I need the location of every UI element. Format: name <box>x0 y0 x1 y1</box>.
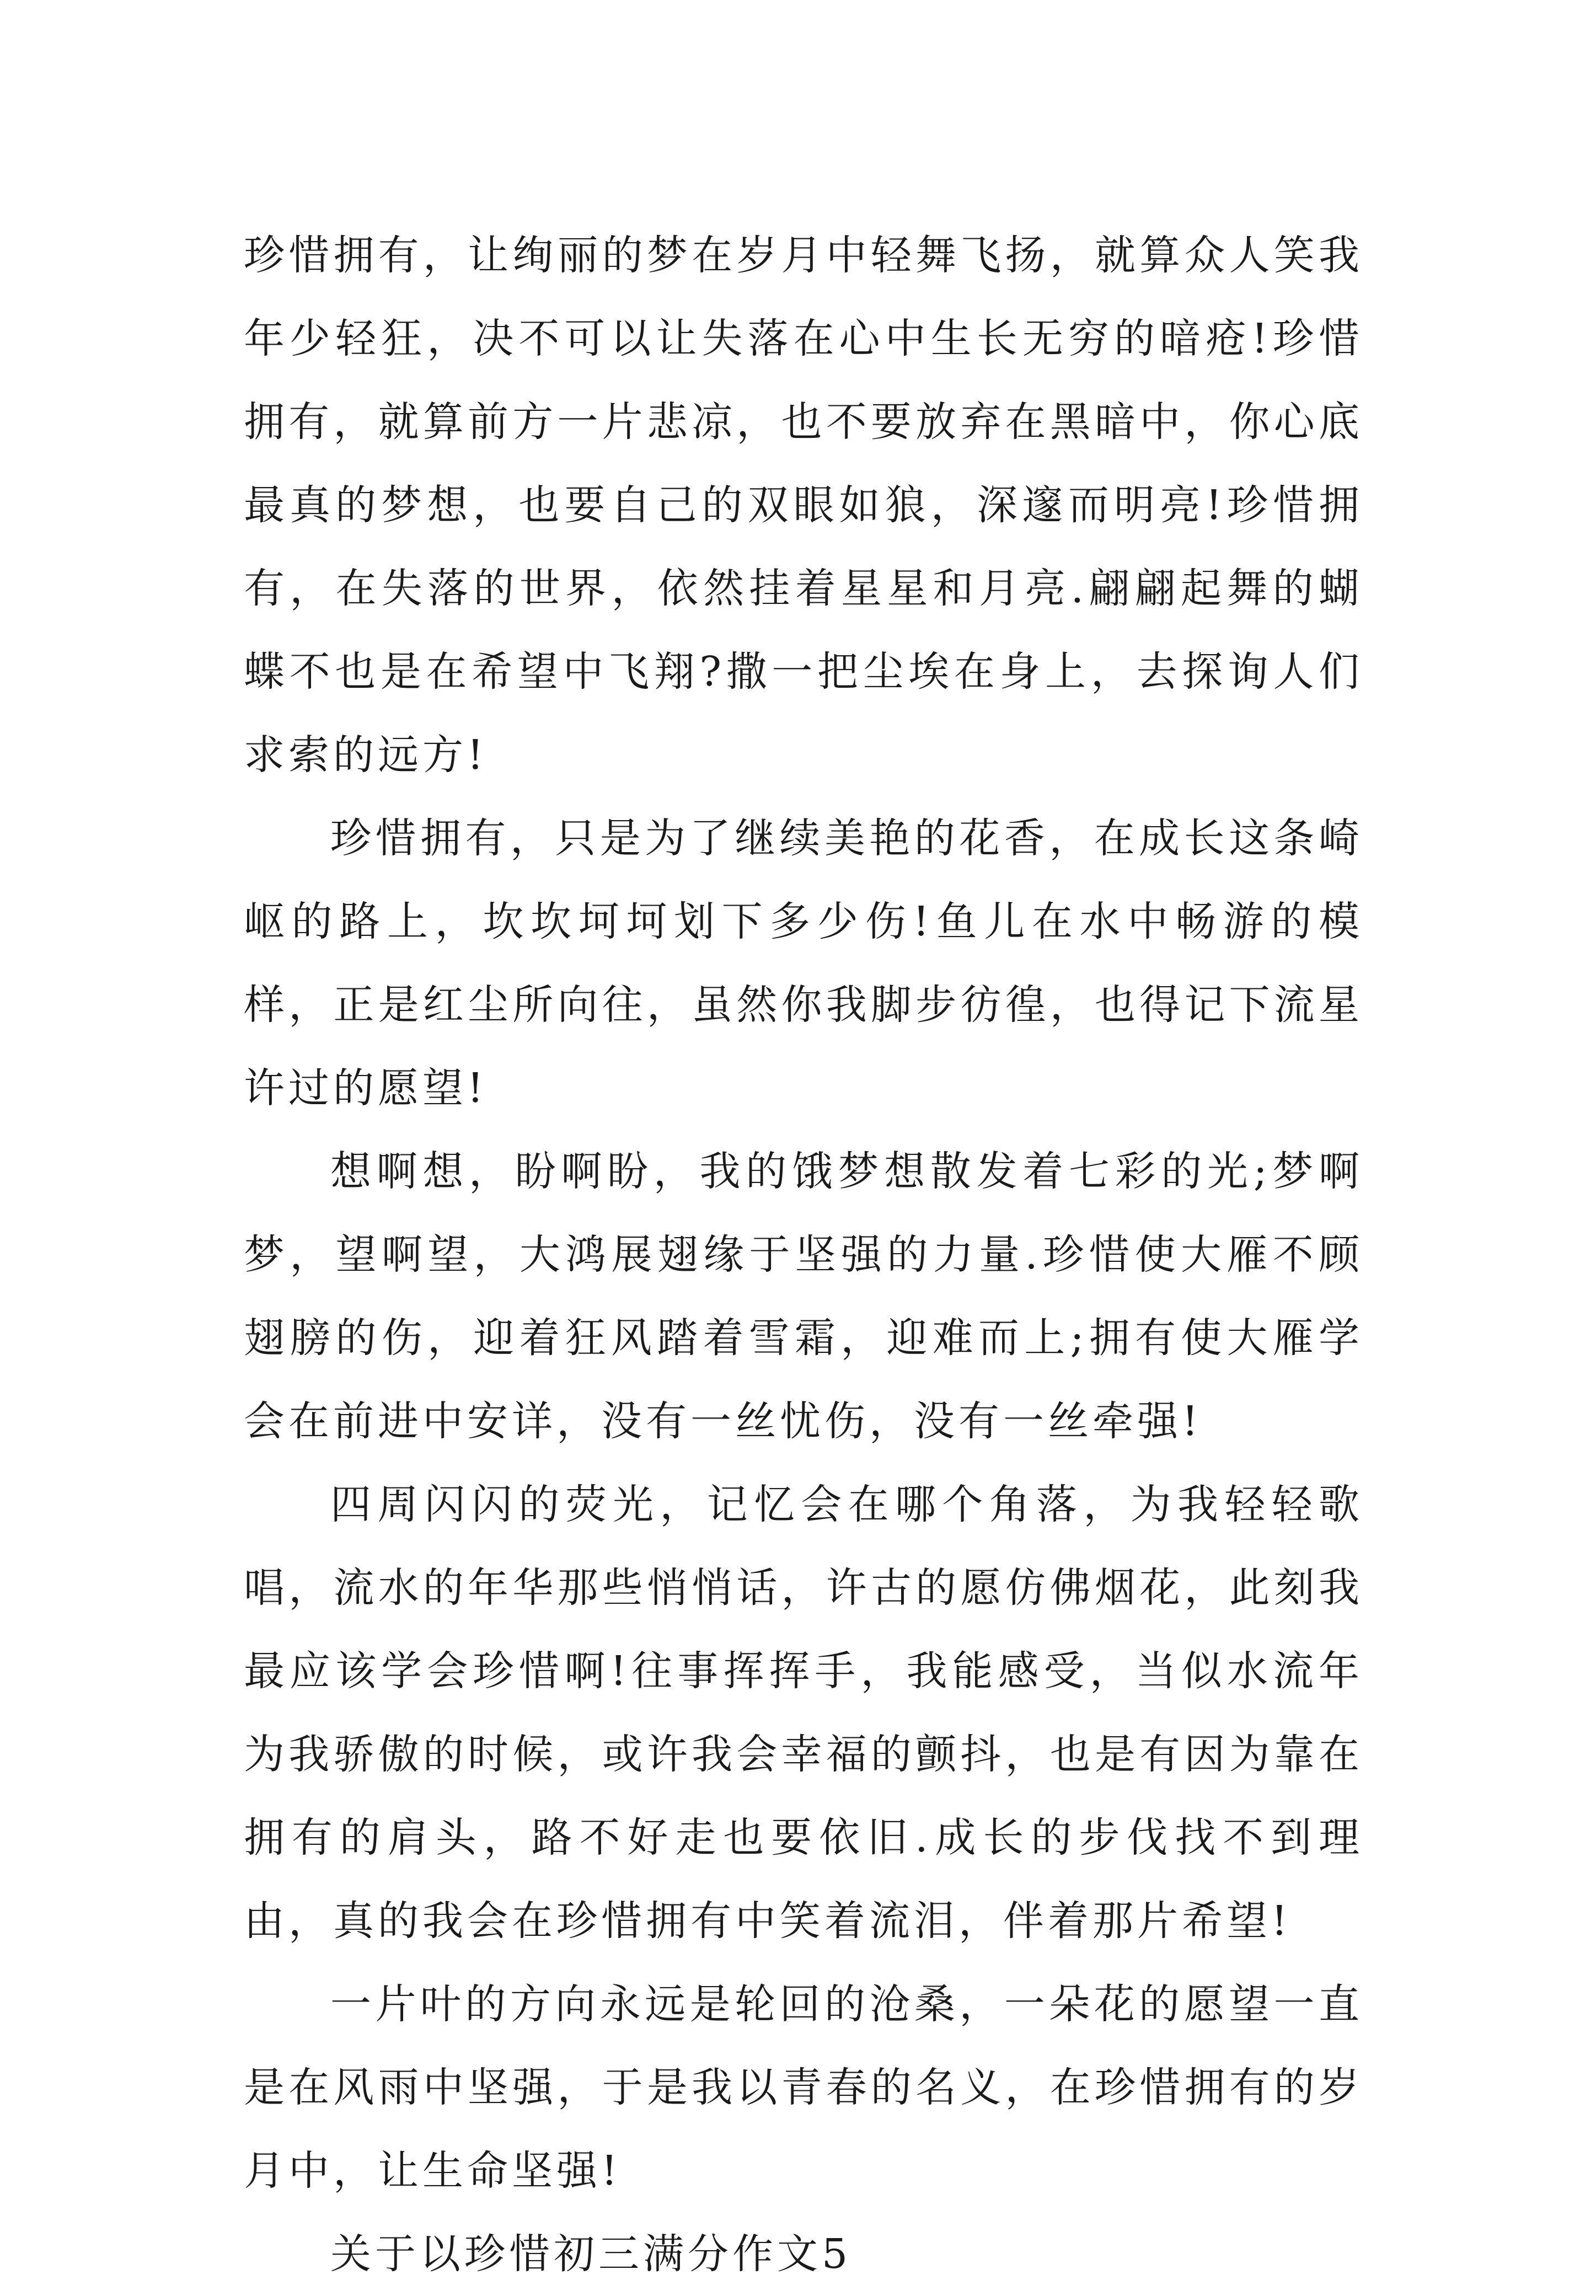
paragraph-3: 想啊想，盼啊盼，我的饿梦想散发着七彩的光;梦啊梦，望啊望，大鸿展翅缘于坚强的力量.珍惜使大雁不顾翅膀的伤，迎着狂风踏着雪霜，迎难而上;拥有使大雁学会在前进中安详，没有一丝忧伤，没有一丝牵强! <box>244 1148 1363 1445</box>
section-heading: 关于以珍惜初三满分作文5 <box>330 2230 852 2278</box>
paragraph-5: 一片叶的方向永远是轮回的沧桑，一朵花的愿望一直是在风雨中坚强，于是我以青春的名义，在珍惜拥有的岁月中，让生命坚强! <box>244 1981 1363 2195</box>
paragraph-4: 四周闪闪的荧光，记忆会在哪个角落，为我轻轻歌唱，流水的年华那些悄悄话，许古的愿仿佛烟花，此刻我最应该学会珍惜啊!往事挥挥手，我能感受，当似水流年为我骄傲的时候，或许我会幸福的颤抖，也是有因为靠在拥有的肩头，路不好走也要依旧.成长的步伐找不到理由，真的我会在珍惜拥有中笑着流泪，伴着那片希望! <box>244 1481 1363 1945</box>
paragraph-2: 珍惜拥有，只是为了继续美艳的花香，在成长这条崎岖的路上，坎坎坷坷划下多少伤!鱼儿在水中畅游的模样，正是红尘所向往，虽然你我脚步彷徨，也得记下流星许过的愿望! <box>244 815 1363 1112</box>
paragraph-1: 珍惜拥有，让绚丽的梦在岁月中轻舞飞扬，就算众人笑我年少轻狂，决不可以让失落在心中生长无穷的暗疮!珍惜拥有，就算前方一片悲凉，也不要放弃在黑暗中，你心底最真的梦想，也要自己的双眼如狼，深邃而明亮!珍惜拥有，在失落的世界，依然挂着星星和月亮.翩翩起舞的蝴蝶不也是在希望中飞翔?撒一把尘埃在身上，去探询人们求索的远方! <box>244 232 1363 779</box>
document-page <box>244 214 1363 2296</box>
